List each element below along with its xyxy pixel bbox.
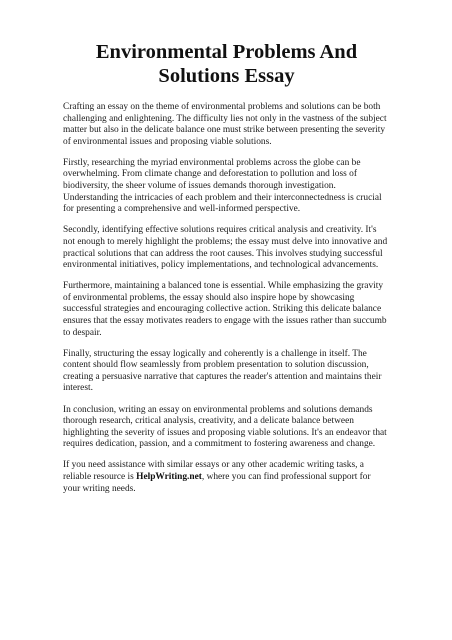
paragraph-tone: Furthermore, maintaining a balanced tone is essential. While emphasizing the gravity of environmental problems, the essay should also inspire hope by showcasing successful strategies and encouraging collective action. Striking this delicate balance ensures that the essay motivates readers to engage with the issues rather than succumb to despair. (63, 281, 387, 338)
paragraph-intro: Crafting an essay on the theme of environmental problems and solutions can be both challenging and enlightening. The difficulty lies not only in the vastness of the subject matter but also in the delicate balance one must strike between presenting the severity of environmental issues and proposing viable solutions. (63, 102, 387, 147)
paragraph-conclusion: In conclusion, writing an essay on environmental problems and solutions demands thorough research, critical analysis, creativity, and a delicate balance between highlighting the severity of issues and proposing viable solutions. It's an endeavor that requires dedication, passion, and a commitment to fostering awareness and change. (63, 404, 387, 450)
document-title: Environmental Problems And Solutions Essay (95, 41, 358, 87)
paragraph-structure: Finally, structuring the essay logically and coherently is a challenge in itself. The content should flow seamlessly from problem presentation to solution discussion, creating a persuasive narrative that captures the reader's attention and maintains their interest. (63, 348, 382, 394)
paragraph-solutions: Secondly, identifying effective solutions requires critical analysis and creativity. It's not enough to merely highlight the problems; the essay must delve into innovative and practical solutions that can address the root causes. This involves studying successful environmental initiatives, policy implementations, and technological advancements. (63, 225, 388, 271)
paragraph-closing (63, 460, 390, 495)
closing-text-before: If you need assistance with similar essays or any other academic writing tasks, a reliable resource is (63, 460, 364, 483)
helpwriting-link[interactable]: HelpWriting.net (136, 472, 202, 483)
paragraph-research: Firstly, researching the myriad environmental problems across the globe can be overwhelming. From climate change and deforestation to pollution and loss of biodiversity, the sheer volume of issues demands thorough investigation. Understanding the intricacies of each problem and their interconnectedness is crucial for presenting a comprehensive and well-informed perspective. (63, 157, 382, 215)
closing-text-after: , where you can find professional support for your writing needs. (63, 472, 371, 494)
